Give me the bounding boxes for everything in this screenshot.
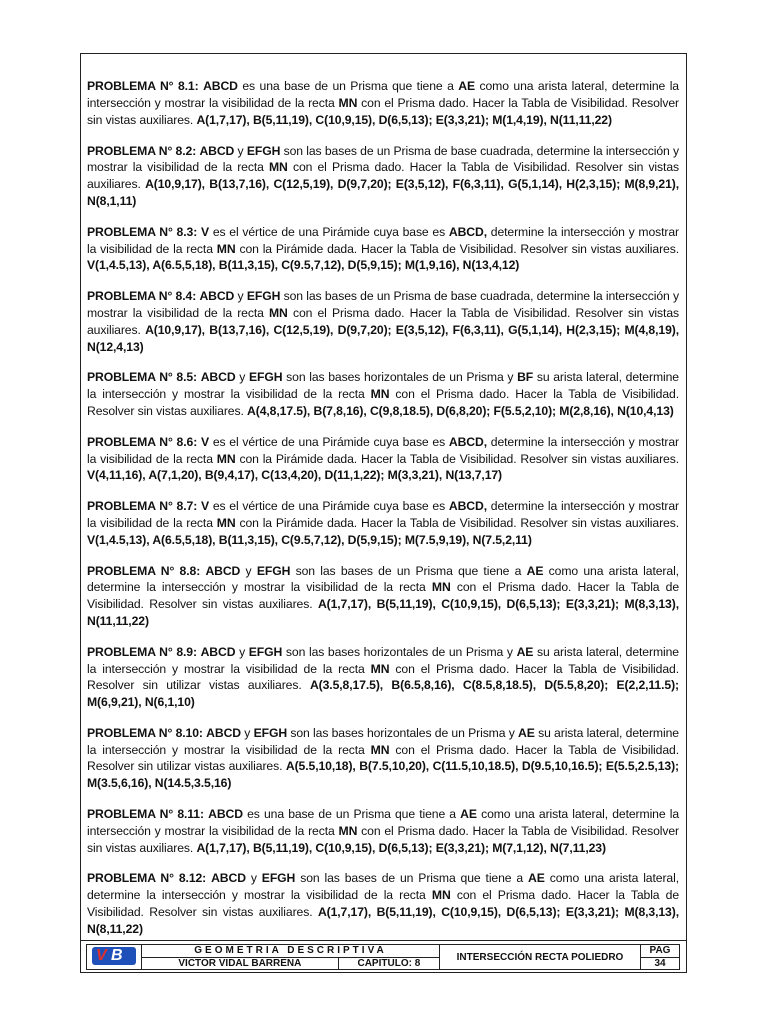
problem-paragraph xyxy=(87,143,679,210)
chapter-topic: INTERSECCIÓN RECTA POLIEDRO xyxy=(440,945,641,970)
problem-emphasis: EFGH xyxy=(256,563,291,578)
problem-emphasis: A(1,7,17), B(5,11,19), C(10,9,15), D(6,5,13); E(3,3,21); M(8,3,13), N(8,11,22) xyxy=(87,905,679,936)
problem-text: son las bases horizontales de un Prisma y xyxy=(287,725,519,740)
problem-text: con el Prisma dado. Hacer la Tabla de Visibilidad. Resolver sin vistas auxiliares. xyxy=(87,305,679,337)
problem-paragraph xyxy=(87,644,679,711)
problem-emphasis: MN xyxy=(216,241,236,256)
problem-emphasis: ABCD xyxy=(211,871,246,886)
problem-emphasis: ABCD, xyxy=(448,499,487,514)
problem-emphasis: V(1,4.5,13), A(6.5,5,18), B(11,3,15), C(9.5,7,12), D(5,9,15); M(7.5,9,19), N(7.5,2,11) xyxy=(87,532,532,547)
problem-emphasis: MN xyxy=(338,823,358,838)
problem-text: con el Prisma dado. Hacer la Tabla de Visibilidad. Resolver sin vistas auxiliares. xyxy=(87,160,679,192)
problem-text: y xyxy=(234,289,247,304)
problem-text: con el Prisma dado. Hacer la Tabla de Visibilidad. Resolver sin utilizar vistas auxiliares. xyxy=(87,661,679,693)
problem-title: PROBLEMA N° 8.12: xyxy=(87,871,207,886)
problem-emphasis: ABCD, xyxy=(448,224,487,239)
problem-emphasis: AE xyxy=(458,79,475,94)
problem-emphasis: ABCD xyxy=(208,807,243,822)
problem-paragraph xyxy=(87,725,679,792)
problem-emphasis: EFGH xyxy=(261,871,296,886)
problem-emphasis: V xyxy=(200,434,210,449)
problem-text: y xyxy=(235,644,249,659)
problem-paragraph xyxy=(87,288,679,355)
problem-text: y xyxy=(235,370,249,385)
problem-emphasis: AE xyxy=(516,644,534,659)
problem-text: su arista lateral, determine la intersección y mostrar la visibilidad de la recta xyxy=(87,644,679,676)
problem-emphasis: EFGH xyxy=(248,370,283,385)
problem-emphasis: A(5.5,10,18), B(7.5,10,20), C(11.5,10,18.5), D(9.5,10,16.5); E(5.5,2.5,13); M(3.5,6,16), N(14.5,3.5,16) xyxy=(87,759,679,791)
problem-text: son las bases de un Prisma de base cuadrada, determine la intersección y mostrar la visibilidad de la recta xyxy=(87,143,679,175)
problem-text: con la Pirámide dada. Hacer la Tabla de Visibilidad. Resolver sin vistas auxiliares. xyxy=(235,515,679,530)
author-logo xyxy=(92,947,136,965)
problem-text: es una base de un Prisma que tiene a xyxy=(242,807,461,822)
problem-title: PROBLEMA N° 8.5: xyxy=(87,370,197,385)
page-number: 34 xyxy=(641,957,680,970)
problem-title: PROBLEMA N° 8.10: xyxy=(87,725,203,740)
course-title: GEOMETRIA DESCRIPTIVA xyxy=(142,945,440,958)
chapter-number: CAPITULO: 8 xyxy=(338,957,439,970)
problem-text: su arista lateral, determine la intersección y mostrar la visibilidad de la recta xyxy=(87,725,679,757)
problem-text: con el Prisma dado. Hacer la Tabla de Visibilidad. Resolver sin vistas auxiliares. xyxy=(87,888,679,920)
problem-emphasis: ABCD xyxy=(199,143,235,158)
problem-text: con el Prisma dado. Hacer la Tabla de Visibilidad. Resolver sin vistas auxiliares. xyxy=(87,823,679,855)
problem-emphasis: MN xyxy=(431,580,451,595)
problem-title: PROBLEMA N° 8.9: xyxy=(87,644,197,659)
problem-paragraph xyxy=(87,224,679,274)
problem-text: con el Prisma dado. Hacer la Tabla de Visibilidad. Resolver sin vistas auxiliares. xyxy=(87,580,679,612)
problem-emphasis: ABCD xyxy=(199,289,235,304)
problem-text: determine la intersección y mostrar la visibilidad de la recta xyxy=(87,224,679,256)
problem-emphasis: AE xyxy=(518,725,535,740)
problem-emphasis: MN xyxy=(338,95,358,110)
problem-text: como una arista lateral, determine la intersección y mostrar la visibilidad de la recta xyxy=(87,79,679,110)
problem-paragraph xyxy=(87,78,679,128)
logo-cell xyxy=(87,945,142,970)
footer-table xyxy=(86,944,680,970)
problem-paragraph xyxy=(87,434,679,484)
problem-paragraph xyxy=(87,870,679,937)
problem-list xyxy=(87,66,679,952)
problem-emphasis: A(4,8,17.5), B(7,8,16), C(9,8,18.5), D(6,8,20); F(5.5,2,10); M(2,8,16), N(10,4,13) xyxy=(247,403,674,418)
problem-text: y xyxy=(240,563,257,578)
problem-emphasis: A(10,9,17), B(13,7,16), C(12,5,19), D(9,7,20); E(3,5,12), F(6,3,11), G(5,1,14), H(2,3,15); M(8,9,21), N(8,1,11) xyxy=(87,177,680,208)
problem-title: PROBLEMA N° 8.1: xyxy=(87,79,199,94)
problem-text: con el Prisma dado. Hacer la Tabla de Visibilidad. Resolver sin vistas auxiliares. xyxy=(87,387,679,418)
logo-letter-b: B xyxy=(111,946,123,964)
problem-title: PROBLEMA N° 8.3: xyxy=(87,224,198,239)
problem-text: es el vértice de una Pirámide cuya base es xyxy=(209,224,449,239)
problem-emphasis: EFGH xyxy=(253,725,288,740)
problem-text: es el vértice de una Pirámide cuya base es xyxy=(209,499,449,514)
problem-emphasis: A(1,7,17), B(5,11,19), C(10,9,15), D(6,5,13); E(3,3,21); M(8,3,13), N(11,11,22) xyxy=(87,597,679,628)
page-footer xyxy=(80,940,687,973)
problem-title: PROBLEMA N° 8.11: xyxy=(87,807,204,822)
problem-emphasis: V xyxy=(200,499,210,514)
problem-emphasis: EFGH xyxy=(246,289,281,304)
problem-emphasis: MN xyxy=(431,888,451,903)
problem-text: como una arista lateral, determine la intersección y mostrar la visibilidad de la recta xyxy=(87,563,679,595)
problem-text: son las bases horizontales de un Prisma y xyxy=(282,370,518,385)
problem-title: PROBLEMA N° 8.6: xyxy=(87,434,198,449)
problem-emphasis: ABCD xyxy=(206,725,241,740)
problem-emphasis: AE xyxy=(528,871,545,886)
problem-paragraph xyxy=(87,563,679,630)
problem-text: son las bases de un Prisma que tiene a xyxy=(290,563,527,578)
problem-emphasis: ABCD xyxy=(203,79,238,94)
problem-text: y xyxy=(240,725,254,740)
problem-text: y xyxy=(234,143,247,158)
problem-paragraph xyxy=(87,369,679,419)
problem-title: PROBLEMA N° 8.2: xyxy=(87,143,197,158)
problem-text: con la Pirámide dada. Hacer la Tabla de Visibilidad. Resolver sin vistas auxiliares. xyxy=(235,451,679,466)
problem-emphasis: AE xyxy=(460,807,477,822)
problem-emphasis: V xyxy=(200,224,210,239)
problem-text: son las bases horizontales de un Prisma y xyxy=(282,644,517,659)
problem-emphasis: ABCD xyxy=(205,563,241,578)
problem-emphasis: BF xyxy=(517,370,534,385)
problem-title: PROBLEMA N° 8.7: xyxy=(87,499,198,514)
problem-emphasis: V(4,11,16), A(7,1,20), B(9,4,17), C(13,4,20), D(11,1,22); M(3,3,21), N(13,7,17) xyxy=(87,468,503,483)
problem-text: son las bases de un Prisma de base cuadrada, determine la intersección y mostrar la visibilidad de la recta xyxy=(87,289,679,320)
problem-emphasis: MN xyxy=(370,661,390,676)
problem-emphasis: A(10,9,17), B(13,7,16), C(12,5,19), D(9,7,20); E(3,5,12), F(6,3,11), G(5,1,14), H(2,3,15); M(4,8,19), N(12,4,13) xyxy=(87,322,680,354)
problem-text: y xyxy=(245,871,262,886)
problem-text: como una arista lateral, determine la intersección y mostrar la visibilidad de la recta xyxy=(87,871,679,903)
problem-paragraph xyxy=(87,806,679,856)
problem-text: con el Prisma dado. Hacer la Tabla de Visibilidad. Resolver sin vistas auxiliares. xyxy=(87,95,679,127)
problem-text: es una base de un Prisma que tiene a xyxy=(237,79,459,94)
problem-emphasis: ABCD, xyxy=(448,434,487,449)
problem-emphasis: MN xyxy=(370,387,390,402)
problem-emphasis: MN xyxy=(269,305,288,320)
problem-emphasis: A(1,7,17), B(5,11,19), C(10,9,15), D(6,5,13); E(3,3,21); M(1,4,19), N(11,11,22) xyxy=(196,112,612,127)
problem-text: determine la intersección y mostrar la visibilidad de la recta xyxy=(87,499,679,530)
problem-emphasis: A(1,7,17), B(5,11,19), C(10,9,15), D(6,5,13); E(3,3,21); M(7,1,12), N(7,11,23) xyxy=(196,840,606,855)
problem-text: como una arista lateral, determine la intersección y mostrar la visibilidad de la recta xyxy=(87,807,679,838)
problem-text: determine la intersección y mostrar la visibilidad de la recta xyxy=(87,434,679,466)
problem-emphasis: ABCD xyxy=(200,370,236,385)
problem-emphasis: EFGH xyxy=(248,644,283,659)
problem-emphasis: A(3.5,8,17.5), B(6.5,8,16), C(8.5,8,18.5), D(5.5,8,20); E(2,2,11.5); M(6,9,21), N(6,1,10) xyxy=(87,678,679,710)
problem-paragraph xyxy=(87,498,679,548)
problem-emphasis: AE xyxy=(526,563,544,578)
problem-emphasis: V(1,4.5,13), A(6.5,5,18), B(11,3,15), C(9.5,7,12), D(5,9,15); M(1,9,16), N(13,4,12) xyxy=(87,258,520,273)
problem-title: PROBLEMA N° 8.4: xyxy=(87,289,197,304)
page-label: PAG xyxy=(641,945,680,958)
problem-emphasis: MN xyxy=(370,742,390,757)
problem-text: su arista lateral, determine la intersección y mostrar la visibilidad de la recta xyxy=(87,370,679,402)
problem-text: son las bases de un Prisma que tiene a xyxy=(295,871,529,886)
logo-letter-v: V xyxy=(96,946,107,964)
problem-emphasis: MN xyxy=(216,515,236,530)
problem-title: PROBLEMA N° 8.8: xyxy=(87,563,201,578)
problem-emphasis: EFGH xyxy=(246,143,281,158)
problem-emphasis: MN xyxy=(269,160,288,175)
problem-emphasis: ABCD xyxy=(200,644,236,659)
author-name: VICTOR VIDAL BARRENA xyxy=(142,957,339,970)
problem-text: con la Pirámide dada. Hacer la Tabla de Visibilidad. Resolver sin vistas auxiliares. xyxy=(235,241,679,256)
problem-emphasis: MN xyxy=(216,451,236,466)
problem-text: con el Prisma dado. Hacer la Tabla de Visibilidad. Resolver sin utilizar vistas auxiliares. xyxy=(87,742,679,774)
problem-text: es el vértice de una Pirámide cuya base es xyxy=(209,434,449,449)
